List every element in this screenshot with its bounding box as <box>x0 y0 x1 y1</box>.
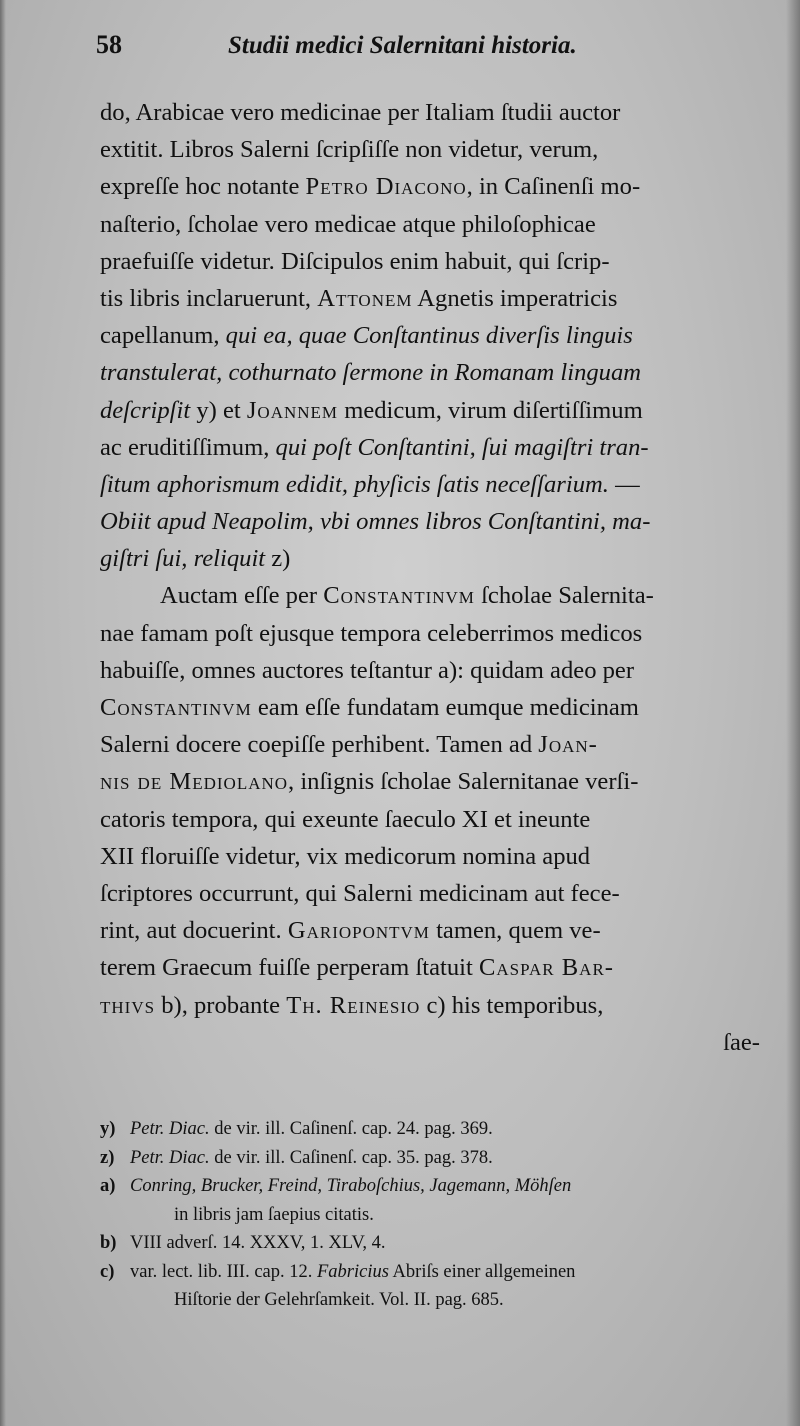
text-run: do, Arabicae vero medicinae per Italiam ſtudii auctor <box>100 99 621 126</box>
text-line <box>100 875 760 912</box>
footnote-c-continuation: Hiſtorie der Gelehrſamkeit. Vol. II. pag. 685. <box>174 1290 504 1310</box>
text-line <box>100 466 760 503</box>
text-run: catoris tempora, qui exeunte ſaeculo XI et ineunte <box>100 805 591 833</box>
text-run: ac eruditiſſimum, <box>100 433 276 461</box>
text-run: ſcriptores occurrunt, qui Salerni medicinam aut fece- <box>100 879 620 907</box>
person-name: Constantinvm <box>323 582 475 610</box>
text-run: c) his temporibus, <box>420 991 604 1019</box>
text-run: extitit. Libros Salerni ſcripſiſſe non videtur, verum, <box>100 136 599 164</box>
text-line <box>100 912 760 949</box>
footnote-authors: Conring, Brucker, Freind, Tiraboſchius, Jagemann, Möhſen <box>130 1176 572 1196</box>
text-run: ſcholae Salernita- <box>474 582 654 610</box>
text-line <box>100 354 760 391</box>
footnote-text: de vir. ill. Caſinenſ. cap. 35. pag. 378. <box>209 1147 493 1168</box>
person-name: Gariopontvm <box>287 917 430 945</box>
text-line <box>100 392 760 429</box>
footnote-a-continuation: in libris jam ſaepius citatis. <box>174 1204 374 1225</box>
footnote-mark: z) <box>100 1147 115 1168</box>
text-line <box>100 689 760 726</box>
footnote-author: Fabricius <box>317 1261 389 1282</box>
footnote-c <box>100 1258 780 1287</box>
main-text <box>100 94 760 1061</box>
dash: — <box>608 470 640 498</box>
text-line <box>100 168 760 205</box>
person-name: Caspar Bar- <box>478 954 614 982</box>
footnote-b <box>100 1229 780 1258</box>
footnote-author: Petr. Diac. <box>130 1119 210 1139</box>
footnote-z <box>100 1144 780 1173</box>
text-run: Salerni docere coepiſſe perhibent. Tamen ad <box>100 731 539 759</box>
footnote-text: Abriſs einer allgemeinen <box>388 1261 576 1282</box>
quotation: ſitum aphorismum edidit, phyſicis ſatis neceſſarium. <box>100 470 609 498</box>
text-line <box>100 280 760 317</box>
person-name: thivs <box>100 991 156 1019</box>
footnote-text: VIII adverſ. 14. XXXV, 1. XLV, 4. <box>130 1233 386 1253</box>
text-line <box>100 838 760 875</box>
text-line <box>100 652 760 689</box>
text-line <box>100 206 760 243</box>
text-run: capellanum, <box>100 322 226 350</box>
person-name: Petro Diacono <box>305 173 467 201</box>
text-run: b), probante <box>155 991 287 1019</box>
text-run: Agnetis imperatricis <box>412 284 618 312</box>
running-title: Studii medici Salernitani historia. <box>228 32 577 59</box>
footnote-author: Petr. Diac. <box>130 1147 210 1168</box>
footnote-ref: y) et <box>190 396 247 424</box>
text-line <box>100 987 760 1024</box>
quotation: transtulerat, cothurnato ſermone in Romanam linguam <box>100 359 642 387</box>
text-run: XII floruiſſe videtur, vix medicorum nomina apud <box>100 842 591 870</box>
text-run: medicum, virum diſertiſſimum <box>338 396 643 424</box>
person-name: Attonem <box>317 284 413 312</box>
text-line <box>100 763 760 800</box>
text-run: naſterio, ſcholae vero medicae atque philoſophicae <box>100 210 596 238</box>
quotation: deſcripſit <box>100 396 191 424</box>
text-line <box>100 615 760 652</box>
page-header <box>96 30 736 70</box>
text-run: tamen, quem ve- <box>429 917 601 945</box>
person-name: Joan- <box>538 731 598 759</box>
footnote-mark: c) <box>100 1261 115 1282</box>
text-run: tis libris inclaruerunt, <box>100 284 318 312</box>
footnote-text: de vir. ill. Caſinenſ. cap. 24. pag. 369. <box>209 1119 493 1139</box>
page-number: 58 <box>96 30 122 59</box>
footnote-mark: y) <box>100 1119 116 1139</box>
quotation: qui ea, quae Conſtantinus diverſis linguis <box>225 322 633 350</box>
footnotes <box>100 1115 780 1315</box>
text-run: expreſſe hoc notante <box>100 173 306 201</box>
page-edge-shadow-left <box>0 0 6 1426</box>
footnote-ref: z) <box>265 545 291 573</box>
text-run: habuiſſe, omnes auctores teſtantur a): quidam adeo per <box>100 656 635 684</box>
text-line <box>100 949 760 986</box>
quotation: Obiit apud Neapolim, vbi omnes libros Conſtantini, ma- <box>100 508 651 536</box>
catchword-text: ſae- <box>723 1028 760 1056</box>
text-run: , in Caſinenſi mo- <box>466 173 641 201</box>
footnote-mark: b) <box>100 1233 117 1253</box>
person-name: Constantinvm <box>100 694 252 721</box>
text-line <box>100 94 760 131</box>
catchword <box>100 1024 760 1061</box>
text-line <box>100 540 760 577</box>
text-run: terem Graecum fuiſſe perperam ſtatuit <box>100 954 479 982</box>
text-run: eam eſſe fundatam eumque medicinam <box>251 694 639 721</box>
page-edge-shadow-right <box>786 0 800 1426</box>
text-line <box>100 503 760 540</box>
text-line <box>100 801 760 838</box>
quotation: qui poſt Conſtantini, ſui magiſtri tran- <box>275 433 649 461</box>
footnote-mark: a) <box>100 1176 116 1196</box>
text-line <box>100 317 760 354</box>
footnote-y <box>100 1115 780 1144</box>
person-name: Joannem <box>246 396 339 424</box>
footnote-text: var. lect. lib. III. cap. 12. <box>130 1261 317 1282</box>
text-run: praefuiſſe videtur. Diſcipulos enim habuit, qui ſcrip- <box>100 247 610 275</box>
quotation: giſtri ſui, reliquit <box>100 545 266 573</box>
text-line <box>100 131 760 168</box>
text-line <box>100 429 760 466</box>
footnote-a <box>100 1172 780 1201</box>
text-run: , inſignis ſcholae Salernitanae verſi- <box>288 768 639 796</box>
text-run: nae famam poſt ejusque tempora celeberrimos medicos <box>100 619 643 647</box>
text-run: Auctam eſſe per <box>160 582 324 610</box>
person-name: Th. Reinesio <box>286 991 421 1019</box>
paragraph-start-line <box>100 577 760 614</box>
text-line <box>100 243 760 280</box>
person-name: nis de Mediolano <box>100 768 289 796</box>
text-run: rint, aut docuerint. <box>100 917 288 945</box>
text-line <box>100 726 760 763</box>
